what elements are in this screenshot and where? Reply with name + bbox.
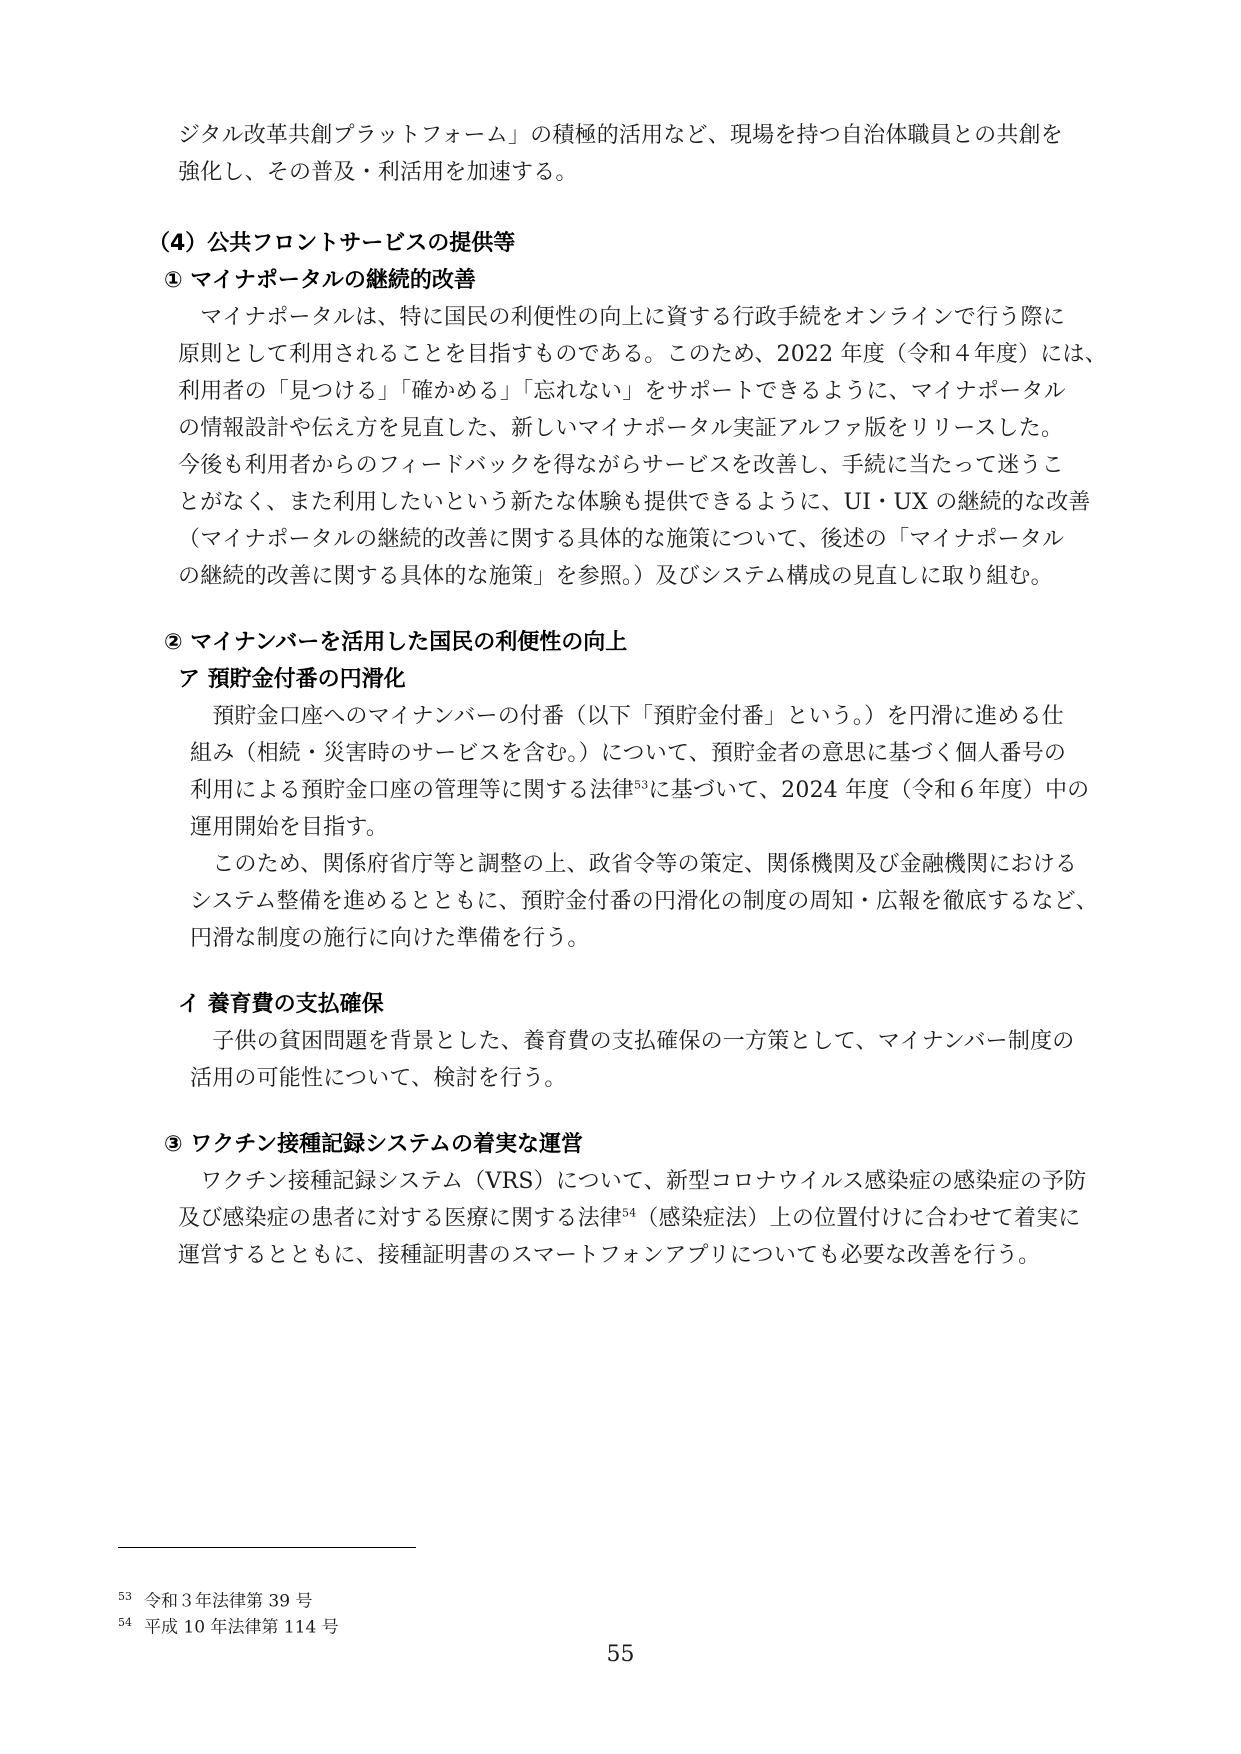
body-text-line: 運営するとともに、接種証明書のスマートフォンアプリについても必要な改善を行う。 xyxy=(178,1243,1041,1268)
body-text-line: の継続的改善に関する具体的な施策」を参照。）及びシステム構成の見直しに取り組む。 xyxy=(178,564,1053,589)
line-text: 及び感染症の患者に対する医療に関する法律 xyxy=(178,1206,623,1231)
body-text-line: 強化し、その普及・利活用を加速する。 xyxy=(178,160,578,185)
body-text-line: ワクチン接種記録システム（VRS）について、新型コロナウイルス感染症の感染症の予防 xyxy=(178,1169,1087,1194)
item-heading: ア 預貯金付番の円滑化 xyxy=(178,667,406,692)
line-text: （感染症法）上の位置付けに合わせて着実に xyxy=(636,1206,1081,1231)
footnote-number: 53 xyxy=(118,1590,132,1603)
line-text: 利用による預貯金口座の管理等に関する法律 xyxy=(190,778,635,803)
body-text-line xyxy=(178,1203,1080,1235)
subsection-heading: ③ ワクチン接種記録システムの着実な運営 xyxy=(164,1132,583,1157)
footnote-text: 令和３年法律第 39 号 xyxy=(144,1591,313,1612)
body-text-line: 原則として利用されることを目指すものである。このため、2022 年度（令和４年度）には、 xyxy=(178,342,1107,367)
body-text-line: 活用の可能性について、検討を行う。 xyxy=(190,1066,567,1091)
page-number: 55 xyxy=(606,1642,635,1667)
body-text-line: 利用者の「見つける」「確かめる」「忘れない」をサポートできるように、マイナポータル xyxy=(178,379,1066,404)
body-text-line: 組み（相続・災害時のサービスを含む。）について、預貯金者の意思に基づく個人番号の xyxy=(190,741,1067,766)
body-text-line: 今後も利用者からのフィードバックを得ながらサービスを改善し、手続に当たって迷うこ xyxy=(178,453,1064,478)
body-text-line: 子供の貧困問題を背景とした、養育費の支払確保の一方策として、マイナンバー制度の xyxy=(190,1029,1075,1054)
item-heading: イ 養育費の支払確保 xyxy=(178,992,384,1017)
footnote xyxy=(118,1611,339,1640)
footnote xyxy=(118,1585,312,1614)
footnote-text: 平成 10 年法律第 114 号 xyxy=(144,1617,339,1638)
subsection-heading: ② マイナンバーを活用した国民の利便性の向上 xyxy=(164,630,628,655)
body-text-line: 預貯金口座へのマイナンバーの付番（以下「預貯金付番」という。）を円滑に進める仕 xyxy=(190,704,1064,729)
body-text-line: マイナポータルは、特に国民の利便性の向上に資する行政手続をオンラインで行う際に xyxy=(178,305,1065,330)
body-text-line xyxy=(190,775,1089,807)
body-text-line: ジタル改革共創プラットフォーム」の積極的活用など、現場を持つ自治体職員との共創を xyxy=(178,123,1063,148)
footnote-ref: 53 xyxy=(634,778,649,792)
body-text-line: このため、関係府省庁等と調整の上、政省令等の策定、関係機関及び金融機関における xyxy=(190,852,1078,877)
footnote-divider xyxy=(118,1547,416,1548)
body-text-line: 円滑な制度の施行に向けた準備を行う。 xyxy=(190,926,590,951)
line-text: に基づいて、2024 年度（令和６年度）中の xyxy=(648,778,1090,803)
body-text-line: の情報設計や伝え方を見直した、新しいマイナポータル実証アルファ版をリリースした。 xyxy=(178,416,1064,441)
body-text-line: 運用開始を目指す。 xyxy=(190,815,389,840)
footnote-ref: 54 xyxy=(622,1206,637,1220)
section-heading: （4）公共フロントサービスの提供等 xyxy=(148,231,516,256)
body-text-line: （マイナポータルの継続的改善に関する具体的な施策について、後述の「マイナポータル xyxy=(178,527,1065,552)
body-text-line: システム整備を進めるとともに、預貯金付番の円滑化の制度の周知・広報を徹底するなど、 xyxy=(190,889,1099,914)
subsection-heading: ① マイナポータルの継続的改善 xyxy=(164,268,476,293)
body-text-line: とがなく、また利用したいという新たな体験も提供できるように、UI・UX の継続的な改善 xyxy=(178,490,1091,515)
footnote-number: 54 xyxy=(118,1616,132,1629)
